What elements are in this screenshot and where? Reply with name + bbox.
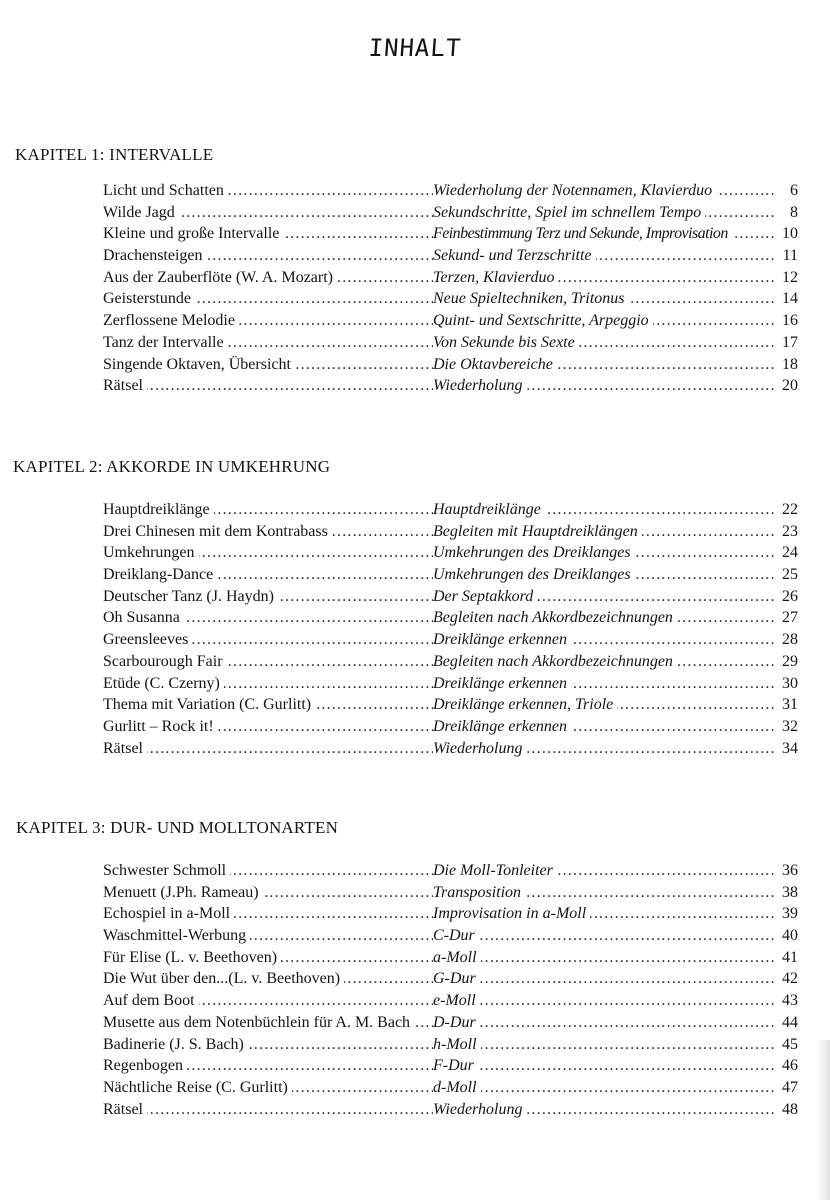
toc-entry[interactable] <box>103 607 798 629</box>
entry-title: Für Elise (L. v. Beethoven) <box>103 949 281 966</box>
toc-entry[interactable] <box>103 860 798 882</box>
entry-page-number: 47 <box>778 1077 798 1099</box>
entry-page-number: 22 <box>778 499 798 521</box>
toc-entry[interactable] <box>103 499 798 521</box>
entry-title: Schwester Schmoll <box>103 862 230 879</box>
entry-topic: F-Dur <box>433 1057 478 1074</box>
entry-topic: Die Moll-Tonleiter <box>433 862 557 879</box>
entry-topic: Wiederholung <box>433 740 526 757</box>
toc-entry[interactable] <box>103 288 798 310</box>
entry-title: Nächtliche Reise (C. Gurlitt) <box>103 1079 292 1096</box>
entry-topic: Von Sekunde bis Sexte <box>433 334 579 351</box>
entry-page-number: 26 <box>778 586 798 608</box>
entry-title: Tanz der Intervalle <box>103 334 228 351</box>
entry-page-number: 16 <box>778 310 798 332</box>
entry-title: Hauptdreiklänge <box>103 501 214 518</box>
entry-topic: Dreiklänge erkennen <box>433 718 571 735</box>
entry-title: Drei Chinesen mit dem Kontrabass <box>103 523 332 540</box>
entry-title: Kleine und große Intervalle <box>103 225 283 242</box>
toc-entry[interactable] <box>103 375 798 397</box>
toc-entry[interactable] <box>103 903 798 925</box>
entry-topic: C-Dur <box>433 927 479 944</box>
entry-page-number: 25 <box>778 564 798 586</box>
entry-title: Die Wut über den...(L. v. Beethoven) <box>103 970 344 987</box>
entry-page-number: 38 <box>778 882 798 904</box>
entry-topic: Terzen, Klavierduo <box>433 269 558 286</box>
toc-entry[interactable] <box>103 202 798 224</box>
toc-entry[interactable] <box>103 694 798 716</box>
toc-entry[interactable] <box>103 1034 798 1056</box>
entry-page-number: 6 <box>786 180 798 202</box>
entry-title: Geisterstunde <box>103 290 195 307</box>
toc-entry[interactable] <box>103 947 798 969</box>
toc-entry-list <box>103 499 798 759</box>
toc-entry[interactable] <box>103 925 798 947</box>
entry-page-number: 10 <box>778 223 798 245</box>
entry-page-number: 39 <box>778 903 798 925</box>
entry-topic: Dreiklänge erkennen, Triole <box>433 696 617 713</box>
toc-entry[interactable] <box>103 968 798 990</box>
toc-entry[interactable] <box>103 180 798 202</box>
entry-topic: Feinbestimmung Terz und Sekunde, Improvisation <box>433 225 732 242</box>
toc-entry[interactable] <box>103 354 798 376</box>
entry-title: Regenbogen <box>103 1057 187 1074</box>
toc-entry[interactable] <box>103 310 798 332</box>
chapter-heading: KAPITEL 2: AKKORDE IN UMKEHRUNG <box>13 457 331 476</box>
entry-topic: e-Moll <box>433 992 480 1009</box>
entry-page-number: 36 <box>778 860 798 882</box>
toc-entry-list <box>103 860 798 1120</box>
entry-page-number: 30 <box>778 673 798 695</box>
toc-entry-list <box>103 180 798 397</box>
entry-title: Musette aus dem Notenbüchlein für A. M. Bach <box>103 1014 414 1031</box>
entry-topic: Sekundschritte, Spiel im schnellem Tempo <box>433 204 705 221</box>
entry-title: Umkehrungen <box>103 544 199 561</box>
entry-topic: d-Moll <box>433 1079 481 1096</box>
entry-page-number: 43 <box>778 990 798 1012</box>
entry-title: Rätsel <box>103 377 147 394</box>
toc-entry[interactable] <box>103 1099 798 1121</box>
entry-topic: Wiederholung der Notennamen, Klavierduo <box>433 182 716 199</box>
entry-page-number: 14 <box>778 288 798 310</box>
entry-topic: Sekund- und Terzschritte <box>433 247 596 264</box>
entry-title: Badinerie (J. S. Bach) <box>103 1036 248 1053</box>
entry-topic: Hauptdreiklänge <box>433 501 545 518</box>
entry-page-number: 11 <box>779 245 798 267</box>
entry-title: Waschmittel-Werbung <box>103 927 250 944</box>
entry-page-number: 46 <box>778 1055 798 1077</box>
entry-topic: Umkehrungen des Dreiklanges <box>433 566 635 583</box>
entry-topic: Begleiten nach Akkordbezeichnungen <box>433 653 677 670</box>
entry-title: Echospiel in a-Moll <box>103 905 234 922</box>
entry-title: Aus der Zauberflöte (W. A. Mozart) <box>103 269 337 286</box>
toc-entry[interactable] <box>103 245 798 267</box>
entry-page-number: 27 <box>778 607 798 629</box>
chapter-heading: KAPITEL 1: INTERVALLE <box>15 145 214 164</box>
entry-topic: Dreiklänge erkennen <box>433 675 571 692</box>
toc-entry[interactable] <box>103 673 798 695</box>
toc-entry[interactable] <box>103 716 798 738</box>
entry-topic: Transposition <box>433 884 525 901</box>
entry-title: Drachensteigen <box>103 247 207 264</box>
toc-entry[interactable] <box>103 332 798 354</box>
entry-topic: Neue Spieltechniken, Tritonus <box>433 290 629 307</box>
entry-page-number: 31 <box>778 694 798 716</box>
toc-entry[interactable] <box>103 629 798 651</box>
entry-page-number: 8 <box>786 202 798 224</box>
entry-page-number: 23 <box>778 521 798 543</box>
entry-page-number: 40 <box>778 925 798 947</box>
entry-page-number: 48 <box>778 1099 798 1121</box>
toc-entry[interactable] <box>103 1077 798 1099</box>
entry-page-number: 28 <box>778 629 798 651</box>
entry-title: Oh Susanna <box>103 609 184 626</box>
toc-entry[interactable] <box>103 1012 798 1034</box>
entry-title: Greensleeves <box>103 631 192 648</box>
entry-topic: a-Moll <box>433 949 481 966</box>
toc-entry[interactable] <box>103 738 798 760</box>
toc-entry[interactable] <box>103 542 798 564</box>
entry-page-number: 44 <box>778 1012 798 1034</box>
entry-topic: Dreiklänge erkennen <box>433 631 571 648</box>
entry-page-number: 34 <box>778 738 798 760</box>
entry-page-number: 29 <box>778 651 798 673</box>
entry-page-number: 17 <box>778 332 798 354</box>
toc-entry[interactable] <box>103 882 798 904</box>
entry-page-number: 18 <box>778 354 798 376</box>
entry-title: Scarbourough Fair <box>103 653 227 670</box>
entry-title: Rätsel <box>103 740 147 757</box>
entry-title: Gurlitt – Rock it! <box>103 718 218 735</box>
entry-topic: Die Oktavbereiche <box>433 356 557 373</box>
entry-title: Singende Oktaven, Übersicht <box>103 356 295 373</box>
entry-topic: Umkehrungen des Dreiklanges <box>433 544 635 561</box>
entry-title: Auf dem Boot <box>103 992 199 1009</box>
entry-page-number: 24 <box>778 542 798 564</box>
toc-entry[interactable] <box>103 564 798 586</box>
entry-page-number: 42 <box>778 968 798 990</box>
entry-title: Rätsel <box>103 1101 147 1118</box>
entry-title: Dreiklang-Dance <box>103 566 217 583</box>
entry-page-number: 20 <box>778 375 798 397</box>
entry-topic: h-Moll <box>433 1036 481 1053</box>
toc-entry[interactable] <box>103 990 798 1012</box>
page-title: INHALT <box>367 34 463 62</box>
toc-entry[interactable] <box>103 651 798 673</box>
toc-entry[interactable] <box>103 223 798 245</box>
entry-title: Zerflossene Melodie <box>103 312 239 329</box>
entry-topic: D-Dur <box>433 1014 480 1031</box>
entry-topic: G-Dur <box>433 970 480 987</box>
entry-page-number: 41 <box>778 947 798 969</box>
entry-title: Menuett (J.Ph. Rameau) <box>103 884 263 901</box>
entry-topic: Improvisation in a-Moll <box>433 905 590 922</box>
entry-topic: Begleiten mit Hauptdreiklängen <box>433 523 642 540</box>
entry-page-number: 12 <box>778 267 798 289</box>
entry-page-number: 45 <box>778 1034 798 1056</box>
entry-topic: Der Septakkord <box>433 588 537 605</box>
entry-page-number: 32 <box>778 716 798 738</box>
entry-topic: Wiederholung <box>433 1101 526 1118</box>
toc-entry[interactable] <box>103 267 798 289</box>
entry-title: Wilde Jagd <box>103 204 179 221</box>
toc-entry[interactable] <box>103 1055 798 1077</box>
entry-title: Licht und Schatten <box>103 182 228 199</box>
entry-topic: Begleiten nach Akkordbezeichnungen <box>433 609 677 626</box>
entry-topic: Quint- und Sextschritte, Arpeggio <box>433 312 653 329</box>
entry-title: Etüde (C. Czerny) <box>103 675 224 692</box>
toc-entry[interactable] <box>103 521 798 543</box>
entry-title: Deutscher Tanz (J. Haydn) <box>103 588 278 605</box>
entry-topic: Wiederholung <box>433 377 526 394</box>
chapter-heading: KAPITEL 3: DUR- UND MOLLTONARTEN <box>16 818 339 837</box>
entry-title: Thema mit Variation (C. Gurlitt) <box>103 696 315 713</box>
scan-edge-shadow <box>816 1040 830 1200</box>
toc-entry[interactable] <box>103 586 798 608</box>
